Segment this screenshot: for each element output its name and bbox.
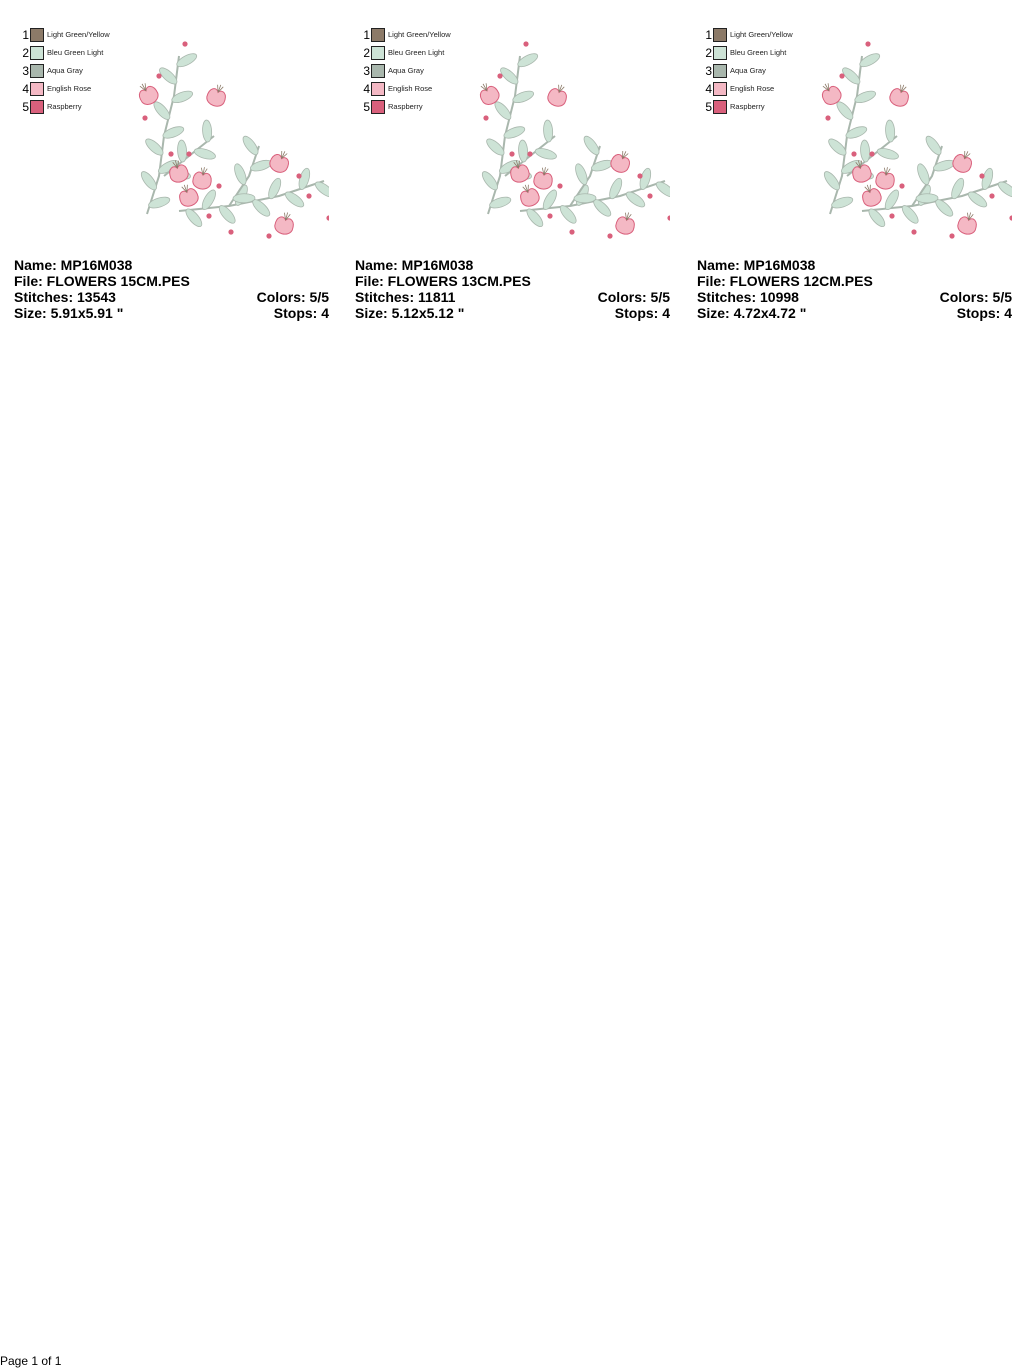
legend-label: English Rose xyxy=(47,84,92,93)
stop-count: Stops: 4 xyxy=(273,305,329,321)
leaf-shape xyxy=(876,146,900,161)
legend-number: 5 xyxy=(705,100,712,114)
floral-embroidery-preview xyxy=(802,36,1012,246)
berry-dot xyxy=(483,115,488,120)
leaf-shape xyxy=(885,120,895,143)
leaf-shape xyxy=(193,146,217,161)
berry-dot xyxy=(509,151,514,156)
flower-bud xyxy=(546,82,571,109)
flower-petal xyxy=(205,87,228,109)
leaf-shape xyxy=(233,194,255,204)
stitch-count: Stitches: 13543 xyxy=(14,289,116,305)
design-panel xyxy=(697,26,1012,326)
flower-bud xyxy=(875,166,897,191)
berry-dot xyxy=(825,115,830,120)
color-swatch xyxy=(371,28,385,42)
flower-petal xyxy=(519,187,542,209)
berry-dot xyxy=(911,229,916,234)
leaf-shape xyxy=(830,195,854,210)
design-file: File: FLOWERS 12CM.PES xyxy=(697,273,873,289)
flower-petal xyxy=(614,216,636,237)
leaf-shape xyxy=(844,124,868,140)
leaf-shape xyxy=(923,134,943,157)
color-swatch xyxy=(713,82,727,96)
leaf-shape xyxy=(283,189,306,209)
flower-bud xyxy=(267,147,293,175)
design-panel xyxy=(14,26,329,326)
leaf-shape xyxy=(480,169,501,192)
flower-petal xyxy=(546,87,569,109)
berry-dot xyxy=(839,73,844,78)
design-file: File: FLOWERS 15CM.PES xyxy=(14,273,190,289)
flower-petal xyxy=(875,171,896,190)
color-swatch xyxy=(713,46,727,60)
design-info xyxy=(697,257,1012,321)
flower-petal xyxy=(192,171,213,190)
leaf-shape xyxy=(488,195,512,210)
flower-petal xyxy=(273,216,295,237)
legend-row xyxy=(360,98,470,116)
leaf-shape xyxy=(502,124,526,140)
leaf-shape xyxy=(581,134,601,157)
legend-label: Raspberry xyxy=(730,102,765,111)
berry-dot xyxy=(667,215,670,220)
legend-row xyxy=(702,80,812,98)
leaf-shape xyxy=(996,179,1012,199)
leaf-shape xyxy=(297,167,312,191)
color-swatch xyxy=(30,46,44,60)
berry-dot xyxy=(527,151,532,156)
color-count: Colors: 5/5 xyxy=(939,289,1012,305)
leaf-shape xyxy=(249,158,273,173)
flower-bud xyxy=(273,210,296,236)
legend-label: Aqua Gray xyxy=(388,66,424,75)
stitch-count: Stitches: 10998 xyxy=(697,289,799,305)
leaf-shape xyxy=(916,194,938,204)
legend-label: Bleu Green Light xyxy=(47,48,104,57)
leaf-shape xyxy=(860,140,870,163)
legend-number: 1 xyxy=(363,28,370,42)
legend-row xyxy=(19,26,129,44)
color-legend xyxy=(702,26,812,116)
berry-dot xyxy=(607,233,612,238)
legend-number: 1 xyxy=(22,28,29,42)
flower-bud xyxy=(608,147,634,175)
flower-bud xyxy=(950,147,976,175)
leaf-shape xyxy=(240,134,260,157)
berry-dot xyxy=(168,151,173,156)
berry-dot xyxy=(206,213,211,218)
berry-dot xyxy=(216,183,221,188)
legend-row xyxy=(360,62,470,80)
legend-row xyxy=(19,98,129,116)
legend-number: 4 xyxy=(22,82,29,96)
leaf-shape xyxy=(232,162,248,186)
berry-dot xyxy=(899,183,904,188)
legend-number: 5 xyxy=(363,100,370,114)
berry-dot xyxy=(557,183,562,188)
leaf-shape xyxy=(518,140,528,163)
design-name: Name: MP16M038 xyxy=(355,257,474,273)
berry-dot xyxy=(569,229,574,234)
leaf-shape xyxy=(147,195,171,210)
legend-row xyxy=(360,26,470,44)
color-swatch xyxy=(371,64,385,78)
berry-dot xyxy=(266,233,271,238)
flower-petal xyxy=(950,153,973,176)
flower-petal xyxy=(608,153,631,176)
legend-number: 2 xyxy=(705,46,712,60)
color-swatch xyxy=(713,100,727,114)
berry-dot xyxy=(949,233,954,238)
stop-count: Stops: 4 xyxy=(956,305,1012,321)
leaf-shape xyxy=(573,162,589,186)
design-size: Size: 5.12x5.12 " xyxy=(355,305,465,321)
legend-number: 1 xyxy=(705,28,712,42)
flower-bud xyxy=(533,166,555,191)
berry-dot xyxy=(869,151,874,156)
color-swatch xyxy=(371,82,385,96)
berry-dot xyxy=(647,193,652,198)
leaf-shape xyxy=(949,177,966,201)
leaf-shape xyxy=(161,124,185,140)
design-size: Size: 4.72x4.72 " xyxy=(697,305,807,321)
leaf-shape xyxy=(932,158,956,173)
legend-label: Light Green/Yellow xyxy=(47,30,110,39)
leaf-shape xyxy=(139,169,160,192)
flower-bud xyxy=(888,82,913,109)
legend-label: Aqua Gray xyxy=(47,66,83,75)
legend-number: 5 xyxy=(22,100,29,114)
legend-row xyxy=(19,62,129,80)
legend-row xyxy=(702,26,812,44)
berry-dot xyxy=(296,173,301,178)
legend-label: Raspberry xyxy=(47,102,82,111)
color-swatch xyxy=(713,28,727,42)
color-count: Colors: 5/5 xyxy=(256,289,329,305)
design-info xyxy=(14,257,329,321)
legend-label: Raspberry xyxy=(388,102,423,111)
berry-dot xyxy=(326,215,329,220)
berry-dot xyxy=(637,173,642,178)
leaf-shape xyxy=(590,158,614,173)
leaf-shape xyxy=(313,179,329,199)
leaf-shape xyxy=(202,120,212,143)
flower-bud xyxy=(192,166,214,191)
berry-dot xyxy=(1009,215,1012,220)
design-name: Name: MP16M038 xyxy=(14,257,133,273)
flower-bud xyxy=(614,210,637,236)
berry-dot xyxy=(497,73,502,78)
leaf-shape xyxy=(638,167,653,191)
berry-dot xyxy=(979,173,984,178)
berry-dot xyxy=(865,41,870,46)
legend-row xyxy=(360,80,470,98)
legend-number: 2 xyxy=(22,46,29,60)
legend-label: Aqua Gray xyxy=(730,66,766,75)
flower-petal xyxy=(178,187,201,209)
berry-dot xyxy=(547,213,552,218)
color-legend xyxy=(360,26,470,116)
floral-embroidery-preview xyxy=(119,36,329,246)
legend-number: 3 xyxy=(22,64,29,78)
legend-label: Bleu Green Light xyxy=(730,48,787,57)
legend-label: Light Green/Yellow xyxy=(730,30,793,39)
berry-dot xyxy=(228,229,233,234)
flower-bud xyxy=(956,210,979,236)
design-size: Size: 5.91x5.91 " xyxy=(14,305,124,321)
leaf-shape xyxy=(534,146,558,161)
legend-label: Light Green/Yellow xyxy=(388,30,451,39)
color-swatch xyxy=(371,100,385,114)
berry-dot xyxy=(182,41,187,46)
legend-label: English Rose xyxy=(730,84,775,93)
color-swatch xyxy=(30,64,44,78)
leaf-shape xyxy=(966,189,989,209)
legend-number: 2 xyxy=(363,46,370,60)
legend-row xyxy=(19,80,129,98)
design-info xyxy=(355,257,670,321)
color-swatch xyxy=(371,46,385,60)
leaf-shape xyxy=(266,177,283,201)
flower-petal xyxy=(956,216,978,237)
color-swatch xyxy=(30,82,44,96)
color-count: Colors: 5/5 xyxy=(597,289,670,305)
legend-row xyxy=(360,44,470,62)
flower-petal xyxy=(888,87,911,109)
legend-number: 3 xyxy=(363,64,370,78)
design-file: File: FLOWERS 13CM.PES xyxy=(355,273,531,289)
leaf-shape xyxy=(607,177,624,201)
color-legend xyxy=(19,26,129,116)
leaf-shape xyxy=(822,169,843,192)
flower-bud xyxy=(205,82,230,109)
legend-label: English Rose xyxy=(388,84,433,93)
page-number: Page 1 of 1 xyxy=(0,1354,62,1368)
legend-label: Bleu Green Light xyxy=(388,48,445,57)
stop-count: Stops: 4 xyxy=(614,305,670,321)
flower-petal xyxy=(267,153,290,176)
legend-number: 4 xyxy=(705,82,712,96)
leaf-shape xyxy=(980,167,995,191)
flower-petal xyxy=(861,187,884,209)
legend-row xyxy=(702,98,812,116)
flower-petal xyxy=(533,171,554,190)
leaf-shape xyxy=(574,194,596,204)
berry-dot xyxy=(889,213,894,218)
floral-embroidery-preview xyxy=(460,36,670,246)
leaf-shape xyxy=(915,162,931,186)
design-name: Name: MP16M038 xyxy=(697,257,816,273)
color-swatch xyxy=(30,28,44,42)
berry-dot xyxy=(142,115,147,120)
legend-number: 4 xyxy=(363,82,370,96)
color-swatch xyxy=(713,64,727,78)
berry-dot xyxy=(851,151,856,156)
stitch-count: Stitches: 11811 xyxy=(355,289,456,305)
legend-number: 3 xyxy=(705,64,712,78)
legend-row xyxy=(702,62,812,80)
design-panel xyxy=(355,26,670,326)
leaf-shape xyxy=(624,189,647,209)
legend-row xyxy=(19,44,129,62)
leaf-shape xyxy=(177,140,187,163)
berry-dot xyxy=(186,151,191,156)
berry-dot xyxy=(156,73,161,78)
leaf-shape xyxy=(543,120,553,143)
berry-dot xyxy=(306,193,311,198)
berry-dot xyxy=(989,193,994,198)
color-swatch xyxy=(30,100,44,114)
berry-dot xyxy=(523,41,528,46)
leaf-shape xyxy=(654,179,670,199)
legend-row xyxy=(702,44,812,62)
